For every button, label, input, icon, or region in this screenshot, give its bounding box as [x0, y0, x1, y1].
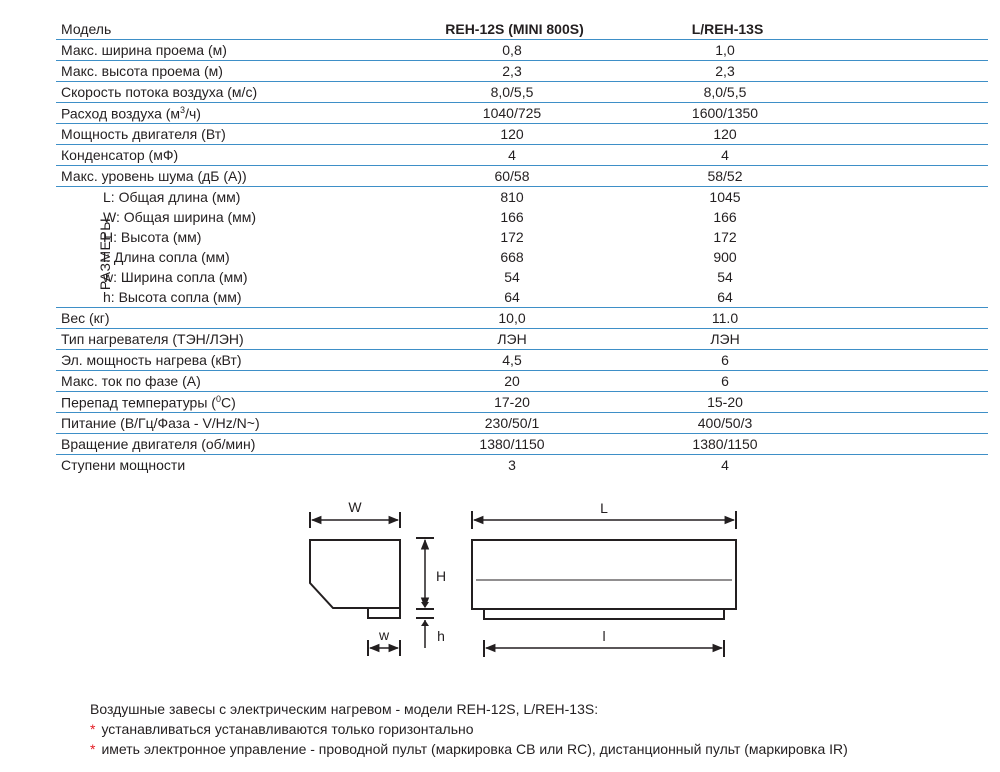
front-view-body: [472, 540, 736, 609]
row-label: Эл. мощность нагрева (кВт): [56, 350, 413, 371]
table-row: [56, 166, 988, 187]
row-label: h: Высота сопла (мм): [56, 287, 413, 308]
header-row: [56, 19, 988, 40]
value-model-1: 230/50/1: [413, 413, 611, 434]
label-h: h: [437, 628, 445, 644]
spec-table: [56, 19, 988, 475]
row-label: Скорость потока воздуха (м/с): [56, 82, 413, 103]
value-model-2: 1,0: [611, 40, 839, 61]
note-item: * иметь электронное управление - проводной пульт (маркировка CB или RC), дистанционный пульт (маркировка IR): [90, 741, 848, 757]
dimension-row: [56, 227, 988, 247]
value-model-2: 6: [611, 350, 839, 371]
table-row: [56, 392, 988, 413]
value-model-2: 900: [713, 249, 737, 265]
row-label: Расход воздуха $(м^3/ч)$: [56, 103, 413, 124]
row-label: Ступени мощности: [61, 457, 186, 473]
row-label: Макс. ток по фазе (А): [56, 371, 413, 392]
value-model-1: 0,8: [413, 40, 611, 61]
row-label: Питание (В/Гц/Фаза - V/Hz/N~): [56, 413, 413, 434]
side-view-nozzle: [368, 608, 400, 618]
value-model-1: 64: [413, 287, 611, 308]
row-label: Перепад температуры ($^0$С): [56, 392, 413, 413]
value-model-1: 4,5: [413, 350, 611, 371]
dimension-row: [56, 247, 988, 267]
value-model-1: 1380/1150: [413, 434, 611, 455]
notes-intro: Воздушные завесы с электрическим нагревом - модели REH-12S, L/REH-13S:: [90, 701, 599, 717]
row-label: Вес (кг): [56, 308, 413, 329]
front-view-nozzle: [484, 609, 724, 619]
label-W: W: [348, 499, 362, 515]
row-label: Макс. ширина проема (м): [56, 40, 413, 61]
value-model-2: 166: [713, 209, 737, 225]
row-label: Конденсатор (мФ): [56, 145, 413, 166]
value-model-1: 4: [413, 145, 611, 166]
value-model-2: 54: [717, 269, 733, 285]
value-model-1: 8,0/5,5: [413, 82, 611, 103]
dimension-row: [56, 207, 988, 227]
row-label: H: Высота (мм): [103, 229, 202, 245]
row-label: Мощность двигателя (Вт): [56, 124, 413, 145]
value-model-2: 120: [611, 124, 839, 145]
value-model-2: 6: [611, 371, 839, 392]
value-model-2: ЛЭН: [611, 329, 839, 350]
table-row: [56, 308, 988, 329]
table-row: [56, 124, 988, 145]
label-H: H: [435, 568, 447, 584]
value-model-2: 15-20: [611, 392, 839, 413]
value-model-1: 54: [504, 269, 520, 285]
table-row: [56, 82, 988, 103]
row-label: Макс. уровень шума (дБ (А)): [56, 166, 413, 187]
value-model-1: 2,3: [413, 61, 611, 82]
table-row: [56, 145, 988, 166]
value-model-1: 60/58: [413, 166, 611, 187]
value-model-2: 64: [611, 287, 839, 308]
note-item: * устанавливаться устанавливаются только горизонтально: [90, 721, 474, 737]
row-label: Макс. высота проема (м): [56, 61, 413, 82]
value-model-2: 1600/1350: [611, 103, 839, 124]
value-model-2: 58/52: [611, 166, 839, 187]
value-model-2: 2,3: [611, 61, 839, 82]
value-model-1: 810: [500, 189, 524, 205]
value-model-1: 166: [500, 209, 524, 225]
dimension-row: [56, 267, 988, 287]
label-L: L: [600, 500, 608, 516]
bullet-star: *: [90, 741, 96, 757]
value-model-2: 11.0: [611, 308, 839, 329]
value-model-1: ЛЭН: [413, 329, 611, 350]
table-row: [56, 329, 988, 350]
value-model-1: 120: [413, 124, 611, 145]
table-row: [56, 455, 988, 476]
notes: [90, 699, 848, 759]
value-model-2: 172: [713, 229, 737, 245]
header-label: Модель: [56, 19, 413, 40]
header-model-1: REH-12S (MINI 800S): [413, 19, 611, 40]
value-model-1: 172: [500, 229, 524, 245]
label-w: w: [378, 627, 390, 643]
label-l: l: [602, 628, 606, 644]
table-row: [56, 413, 988, 434]
value-model-2: 400/50/3: [611, 413, 839, 434]
value-model-2: 1380/1150: [611, 434, 839, 455]
row-label: Вращение двигателя (об/мин): [56, 434, 413, 455]
dimension-drawing: [300, 495, 750, 665]
table-row: [56, 61, 988, 82]
dimensions-group-label: РАЗМЕРЫ: [97, 217, 113, 291]
value-model-1: 3: [508, 457, 516, 473]
value-model-2: 4: [611, 145, 839, 166]
row-label: l: Длина сопла (мм): [103, 249, 230, 265]
table-row: [56, 103, 988, 124]
table-row: [56, 40, 988, 61]
value-model-1: 17-20: [413, 392, 611, 413]
value-model-1: 10,0: [413, 308, 611, 329]
dimension-row: [56, 287, 988, 308]
row-label: W: Общая ширина (мм): [103, 209, 257, 225]
side-view-body: [310, 540, 400, 608]
value-model-1: 1040/725: [413, 103, 611, 124]
row-label: РАЗМЕРЫ L: Общая длина (мм): [56, 187, 413, 208]
value-model-1: 20: [413, 371, 611, 392]
value-model-2: 1045: [709, 189, 741, 205]
header-model-2: L/REH-13S: [611, 19, 839, 40]
row-label: Тип нагревателя (ТЭН/ЛЭН): [56, 329, 413, 350]
bullet-star: *: [90, 721, 96, 737]
row-label: w: Ширина сопла (мм): [103, 269, 248, 285]
table-row: [56, 350, 988, 371]
table-row: [56, 434, 988, 455]
table-row: [56, 371, 988, 392]
value-model-1: 668: [500, 249, 524, 265]
value-model-2: 4: [721, 457, 729, 473]
value-model-2: 8,0/5,5: [611, 82, 839, 103]
dimension-row: [56, 187, 988, 208]
